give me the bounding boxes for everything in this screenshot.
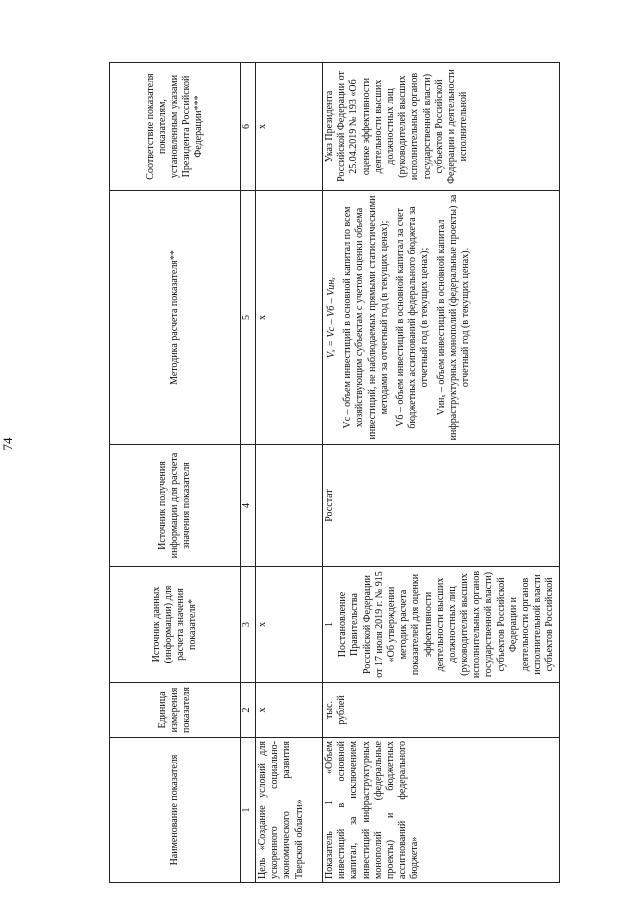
indicator-unit: тыс. рублей	[323, 683, 560, 738]
indicator-row	[323, 63, 560, 883]
column-number: 3	[241, 567, 256, 683]
column-number-row	[241, 63, 256, 883]
goal-source: x	[256, 567, 323, 683]
method-formula: Vₓ = Vc – Vб – Vинₓ	[326, 276, 337, 359]
rotated-page-content	[109, 63, 640, 883]
page-number: 74	[0, 437, 15, 451]
indicator-source-number: 1	[324, 622, 335, 627]
header-info-receiver: Источник получения информации для расчета значения показателя	[110, 445, 241, 567]
goal-compliance: x	[256, 63, 323, 191]
goal-row	[256, 63, 323, 883]
indicator-name: Показатель 1 «Объем инвестиций в основной капитал, за исключением инвестиций инфраструктурных монополий (федеральные проекты) и бюджетных ассигнований федерального бюджета»	[323, 738, 560, 883]
column-number: 6	[241, 63, 256, 191]
column-number: 1	[241, 738, 256, 883]
indicator-method-cell	[323, 191, 560, 445]
header-row	[110, 63, 241, 883]
header-compliance: Соответствие показателя показателям, установленным указами Президента Российской Федерации***	[110, 63, 241, 191]
indicator-source-text: Постановление Правительства Российской Федерации от 17 июля 2019 г. № 915 «Об утверждении методик расчета показателей для оценки эффективности деятельности высших должностных лиц (руководителей высших исполнительных органов государственной власти) субъектов Российской Федерации и деятельности органов исполнительной власти субъектов Российской	[337, 570, 556, 679]
method-variable-vc: Vc – объем инвестиций в основной капитал по всем хозяйствующим субъектам с учетом оценки объема инвестиций, не наблюдаемых прямыми статистическими методами за отчетный год (в текущих ценах);	[342, 195, 390, 440]
header-data-source: Источник данных (информации) для расчета значения показателя*	[110, 567, 241, 683]
column-number: 2	[241, 683, 256, 738]
header-indicator-name: Наименование показателя	[110, 738, 241, 883]
column-number: 4	[241, 445, 256, 567]
goal-receiver	[256, 445, 323, 567]
column-number: 5	[241, 191, 256, 445]
method-variable-vb: Vб – объем инвестиций в основной капитал за счет бюджетных ассигнований федерального бюджета за отчетный год (в текущих ценах);	[394, 206, 431, 429]
header-method: Методика расчета показателя**	[110, 191, 241, 445]
goal-unit: x	[256, 683, 323, 738]
indicator-table	[109, 62, 560, 883]
goal-method: x	[256, 191, 323, 445]
goal-name: Цель «Создание условий для ускоренного социально-экономического развития Тверской области»	[256, 738, 323, 883]
indicator-compliance: Указ Президента Российской Федерации от 25.04.2019 № 193 «Об оценке эффективности деятельности высших должностных лиц (руководителей высших исполнительных органов государственной власти) субъектов Российской Федерации и деятельности исполнительной	[323, 63, 560, 191]
indicator-data-source-cell	[323, 567, 560, 683]
indicator-receiver: Росстат	[323, 445, 560, 567]
method-variable-vin: Vинₓ – объем инвестиций в основной капитал инфраструктурных монополий (федеральные проекты) за отчетный год (в текущих ценах).	[435, 194, 471, 441]
header-unit: Единица измерения показателя	[110, 683, 241, 738]
